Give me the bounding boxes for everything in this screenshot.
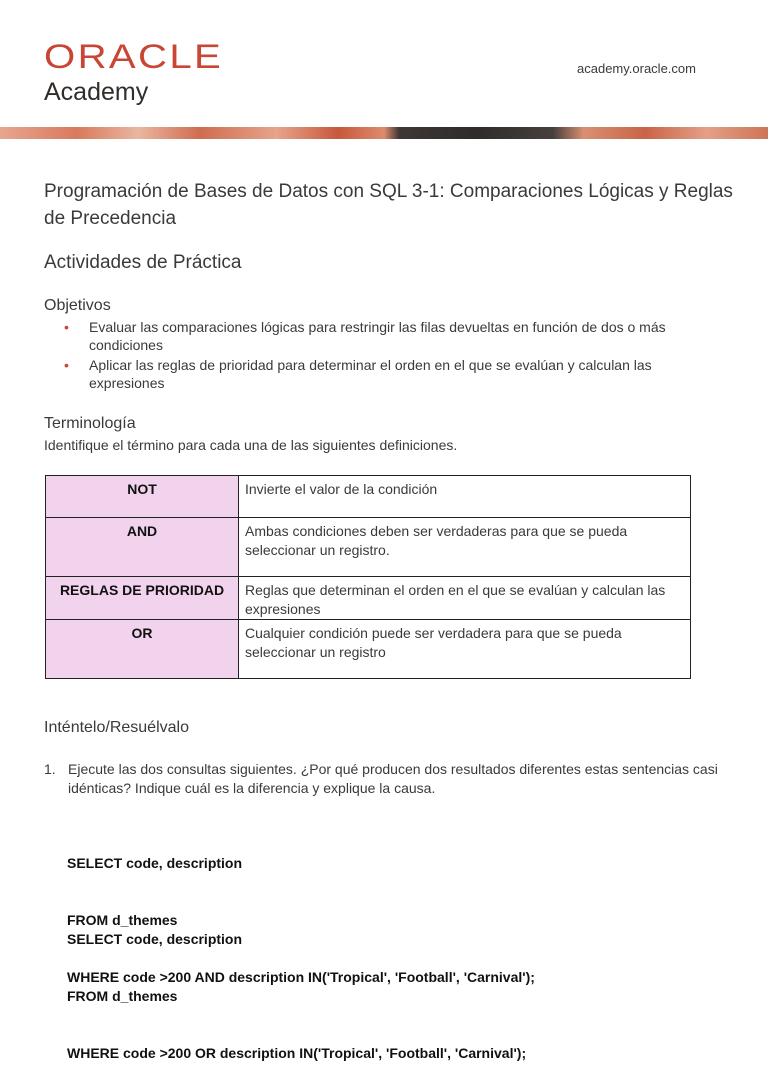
table-row: [46, 518, 691, 577]
site-url: academy.oracle.com: [577, 61, 696, 76]
academy-wordmark: Academy: [44, 78, 149, 106]
objective-item: • Evaluar las comparaciones lógicas para restringir las filas devueltas en función de dos o más condiciones: [64, 318, 724, 354]
decorative-banner: [0, 127, 768, 139]
objectives-heading: Objetivos: [44, 297, 111, 314]
definition-cell: Invierte el valor de la condición: [239, 476, 691, 518]
practice-heading: Inténtelo/Resuélvalo: [44, 719, 189, 736]
code-line: SELECT code, description: [67, 931, 243, 947]
table-row: [46, 476, 691, 518]
item-number: 1.: [44, 761, 56, 777]
objective-item: • Aplicar las reglas de prioridad para determinar el orden en el que se evalúan y calculan las expresiones: [64, 356, 724, 392]
objectives-list: [64, 318, 724, 394]
definition-cell: Reglas que determinan el orden en el que se evalúan y calculan las expresiones: [239, 577, 691, 620]
list-item: [44, 760, 724, 798]
terminology-table: [45, 475, 691, 679]
oracle-logo: ORACLE: [44, 38, 224, 76]
code-line: FROM d_themes: [67, 912, 178, 928]
table-row: [46, 620, 691, 679]
sql-query-2: [67, 892, 526, 1082]
code-line: WHERE code >200 OR description IN('Tropical', 'Football', 'Carnival');: [67, 1045, 527, 1061]
terminology-heading: Terminología: [44, 415, 136, 432]
table-row: [46, 577, 691, 620]
document-title: Programación de Bases de Datos con SQL 3-1: Comparaciones Lógicas y Reglas de Precedencia: [44, 181, 733, 229]
terminology-intro: Identifique el término para cada una de las siguientes definiciones.: [44, 437, 458, 453]
code-line: SELECT code, description: [67, 855, 243, 871]
code-line: FROM d_themes: [67, 988, 178, 1004]
item-text: Ejecute las dos consultas siguientes. ¿Por qué producen dos resultados diferentes estas sentencias casi idénticas? Indique cuál es la diferencia y explique la causa.: [68, 761, 718, 796]
definition-cell: Cualquier condición puede ser verdadera para que se pueda seleccionar un registro: [239, 620, 691, 679]
code-line: WHERE code >200 AND description IN('Tropical', 'Football', 'Carnival');: [67, 969, 535, 985]
term-cell: AND: [46, 518, 239, 577]
page-header: [0, 0, 768, 140]
term-cell: REGLAS DE PRIORIDAD: [46, 577, 239, 620]
practice-list: [44, 760, 724, 798]
term-cell: OR: [46, 620, 239, 679]
definition-cell: Ambas condiciones deben ser verdaderas para que se pueda seleccionar un registro.: [239, 518, 691, 577]
section-heading: Actividades de Práctica: [44, 252, 242, 273]
term-cell: NOT: [46, 476, 239, 518]
